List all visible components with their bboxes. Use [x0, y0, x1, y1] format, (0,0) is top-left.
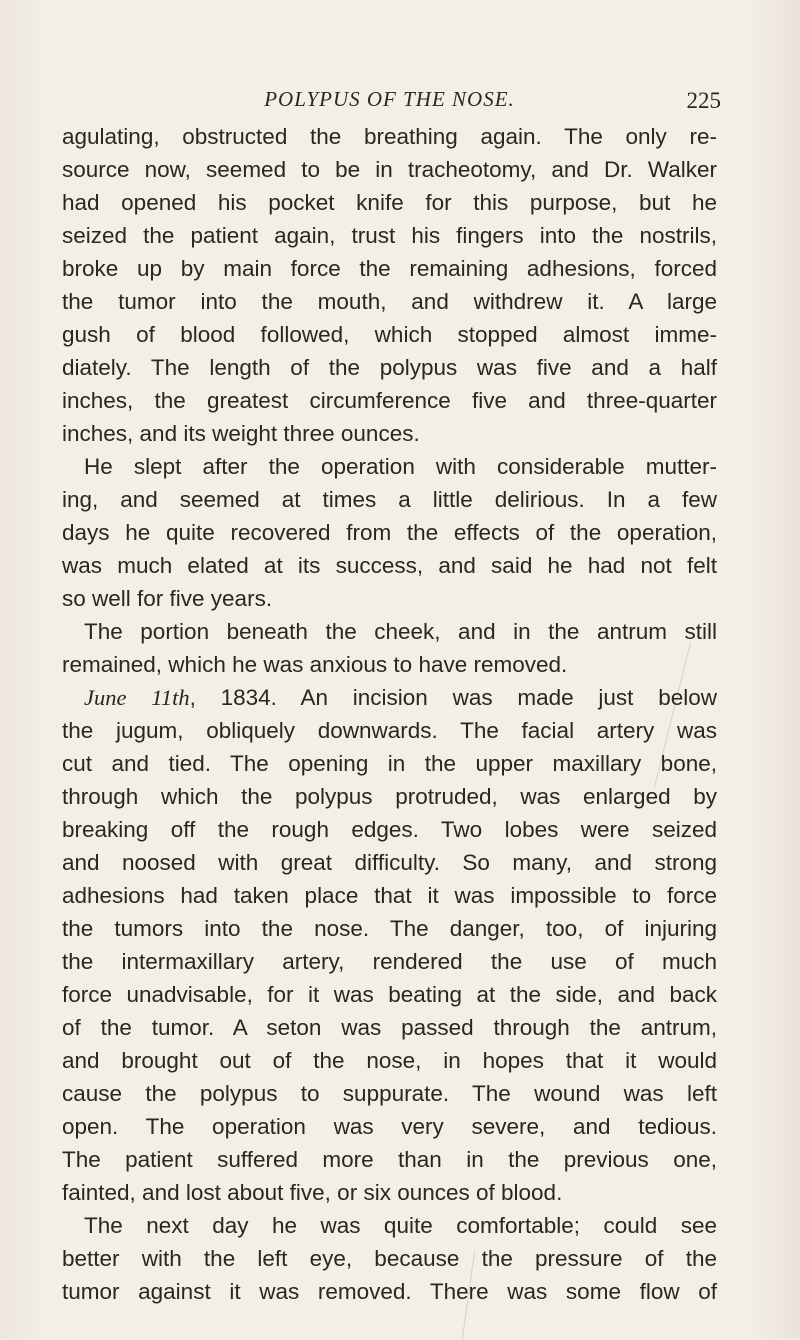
text-line: ing, and seemed at times a little delirious. In a few [62, 487, 717, 512]
page-header [62, 84, 721, 114]
text-line: inches, and its weight three ounces. [62, 421, 420, 446]
paragraph-start-line: He slept after the operation with considerable mutter- [84, 454, 717, 479]
body-text [62, 120, 717, 1308]
text-line: agulating, obstructed the breathing again. The only re- [62, 124, 717, 149]
text-line: gush of blood followed, which stopped almost imme- [62, 322, 717, 347]
text-line: had opened his pocket knife for this purpose, but he [62, 190, 717, 215]
text-line: cause the polypus to suppurate. The wound was left [62, 1081, 717, 1106]
date-day: 11th [151, 685, 190, 710]
text-line: and brought out of the nose, in hopes that it would [62, 1048, 717, 1073]
running-title: POLYPUS OF THE NOSE. [264, 87, 515, 111]
text-line: cut and tied. The opening in the upper maxillary bone, [62, 751, 717, 776]
text-line: the jugum, obliquely downwards. The facial artery was [62, 718, 717, 743]
text-line: seized the patient again, trust his fingers into the nostrils, [62, 223, 717, 248]
text-line: tumor against it was removed. There was some flow of [62, 1279, 717, 1304]
text-line: so well for five years. [62, 586, 273, 611]
date-month: June [84, 685, 127, 710]
text-line: open. The operation was very severe, and tedious. [62, 1114, 717, 1139]
text-line: was much elated at its success, and said he had not felt [62, 553, 717, 578]
text-line: diately. The length of the polypus was five and a half [62, 355, 717, 380]
text-line: remained, which he was anxious to have removed. [62, 652, 568, 677]
text-line: source now, seemed to be in tracheotomy, and Dr. Walker [62, 157, 717, 182]
dateline [62, 681, 717, 714]
text-line: force unadvisable, for it was beating at the side, and back [62, 982, 717, 1007]
text-line: the tumors into the nose. The danger, too, of injuring [62, 916, 717, 941]
page-number: 225 [686, 88, 721, 113]
text-line: fainted, and lost about five, or six ounces of blood. [62, 1180, 563, 1205]
text-line: through which the polypus protruded, was enlarged by [62, 784, 717, 809]
text-line: better with the left eye, because the pressure of the [62, 1246, 717, 1271]
text-line: the tumor into the mouth, and withdrew it. A large [62, 289, 717, 314]
text-line: inches, the greatest circumference five and three-quarter [62, 388, 717, 413]
text-line: The patient suffered more than in the previous one, [62, 1147, 717, 1172]
paragraph-start-line: The portion beneath the cheek, and in the antrum still [84, 619, 717, 644]
text-line: the intermaxillary artery, rendered the use of much [62, 949, 717, 974]
text-line: broke up by main force the remaining adhesions, forced [62, 256, 717, 281]
dateline-rest: , 1834. An incision was made just below [189, 685, 717, 710]
paragraph-start-line: The next day he was quite comfortable; could see [84, 1213, 717, 1238]
text-line: days he quite recovered from the effects of the operation, [62, 520, 717, 545]
text-line: breaking off the rough edges. Two lobes were seized [62, 817, 717, 842]
text-line: adhesions had taken place that it was impossible to force [62, 883, 717, 908]
text-line: and noosed with great difficulty. So many, and strong [62, 850, 717, 875]
text-line: of the tumor. A seton was passed through the antrum, [62, 1015, 717, 1040]
